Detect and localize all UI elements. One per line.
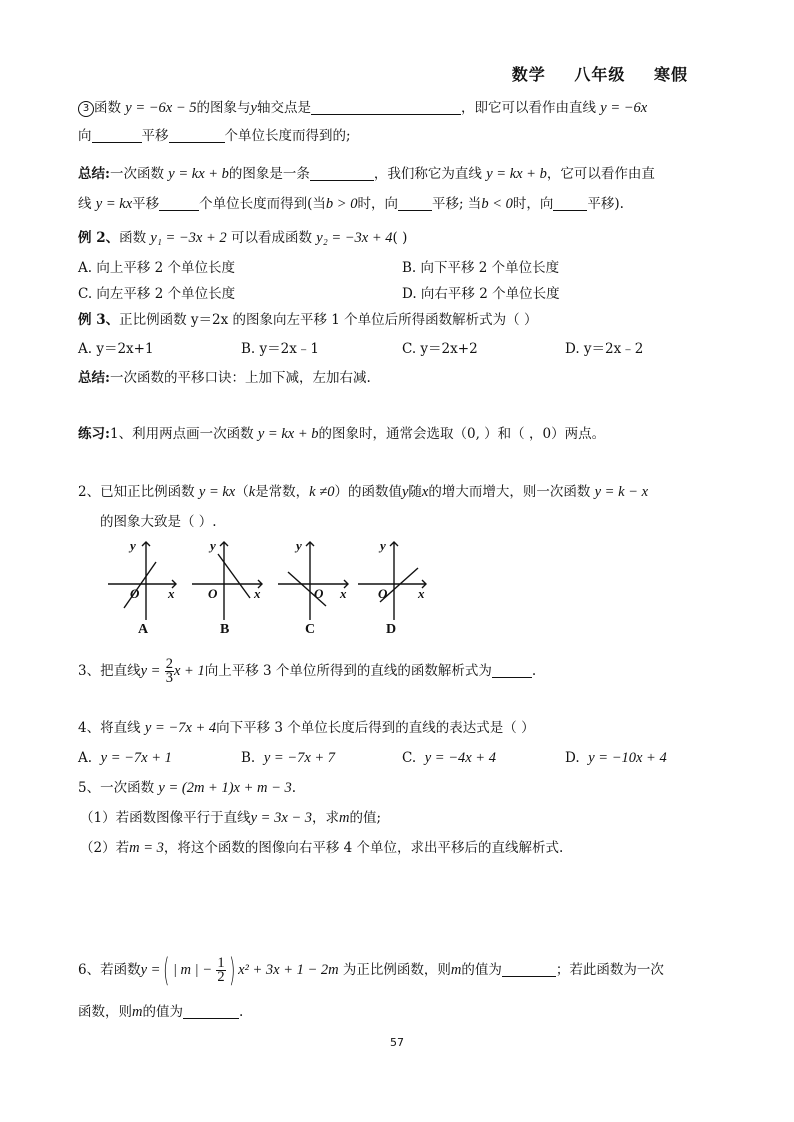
graph-d[interactable]	[358, 542, 426, 620]
q4-option-c[interactable]: C. y = −4x + 4	[402, 750, 496, 766]
fraction-two-thirds: $\frac{2}{3}$	[165, 656, 173, 686]
graph-a-x-label: x	[168, 586, 175, 601]
graph-b-origin: O	[208, 586, 218, 601]
q3-sub-line1: 3 函数 y = −6x − 5的图象与y轴交点是 ，即它可以看作由直线 y = −6x	[78, 98, 647, 118]
q3-sub-line2: 向 平移 个单位长度而得到的;	[78, 128, 351, 144]
q2-graphs	[100, 536, 430, 622]
q5-part1: （1）若函数图像平行于直线y = 3x − 3，求m的值;	[80, 810, 382, 826]
q2-line1: 2、已知正比例函数 y = kx（k是常数，k ≠0）的函数值y随x的增大而增大，则一次函数 y = k − x	[78, 484, 649, 500]
summary2: 总结:一次函数的平移口诀：上加下减，左加右减.	[78, 370, 371, 386]
graph-c-origin: O	[314, 586, 324, 601]
graph-a-label: A	[138, 622, 149, 637]
example2-option-a[interactable]: A. 向上平移 2 个单位长度	[78, 260, 236, 276]
q5-part2: （2）若m = 3，将这个函数的图像向右平移 4 个单位，求出平移后的直线解析式.	[80, 840, 564, 856]
q3: 3、把直线y = $\frac{2}{3}$ x + 1向上平移 3 个单位所得到的直线的函数解析式为 .	[78, 656, 537, 686]
q6-line2: 函数，则m的值为 .	[78, 1004, 244, 1020]
graph-a-y-label: y	[130, 538, 136, 553]
header-grade: 八年级	[574, 65, 626, 84]
example2-option-c[interactable]: C. 向左平移 2 个单位长度	[78, 286, 236, 302]
example3-option-b[interactable]: B. y＝2x﹣1	[241, 341, 319, 357]
graph-b[interactable]	[192, 542, 262, 620]
graph-a[interactable]	[108, 542, 176, 620]
q4-option-b[interactable]: B. y = −7x + 7	[241, 750, 336, 766]
q4-option-d[interactable]: D. y = −10x + 4	[565, 750, 667, 766]
example3-option-c[interactable]: C. y＝2x+2	[402, 341, 478, 357]
graph-b-y-label: y	[210, 538, 216, 553]
example2-option-b[interactable]: B. 向下平移 2 个单位长度	[402, 260, 560, 276]
graph-c-y-label: y	[296, 538, 302, 553]
answer-blank[interactable]	[492, 663, 532, 678]
graph-c-label: C	[305, 622, 316, 637]
graph-b-x-label: x	[254, 586, 261, 601]
header-subject: 数学	[511, 65, 546, 84]
practice1: 练习:1、利用两点画一次函数 y = kx + b的图象时，通常会选取（0, ）和（ ，0）两点。	[78, 426, 606, 442]
q2-line2: 的图象大致是（ ）.	[100, 514, 217, 530]
graph-d-label: D	[386, 622, 397, 637]
q4-stem: 4、将直线 y = −7x + 4向下平移 3 个单位长度后得到的直线的表达式是（ ）	[78, 720, 535, 736]
graph-c-x-label: x	[340, 586, 347, 601]
q6-line1: 6、若函数y =( | m | − $\frac{1}{2}$ ) x² + 3x + 1 − 2m 为正比例函数，则m的值为 ；若此函数为一次	[78, 951, 664, 989]
example2-option-d[interactable]: D. 向右平移 2 个单位长度	[402, 286, 560, 302]
page-number: 57	[390, 1036, 404, 1049]
graph-b-label: B	[220, 622, 230, 637]
answer-blank[interactable]	[553, 196, 587, 211]
header-term: 寒假	[653, 65, 688, 84]
page-header	[490, 62, 688, 85]
answer-blank[interactable]	[398, 196, 432, 211]
example3-option-a[interactable]: A. y＝2x+1	[78, 341, 154, 357]
answer-blank[interactable]	[502, 962, 556, 977]
answer-blank[interactable]	[311, 100, 461, 115]
circled-number: 3	[78, 101, 94, 117]
q5-stem: 5、一次函数 y = (2m + 1)x + m − 3.	[78, 780, 297, 796]
q4-option-a[interactable]: A. y = −7x + 1	[78, 750, 172, 766]
example2-stem: 例 2、函数 y₁ = −3x + 2 可以看成函数 y₂ = −3x + 4( )	[78, 230, 408, 246]
answer-blank[interactable]	[169, 128, 225, 143]
answer-blank[interactable]	[183, 1004, 239, 1019]
graph-a-origin: O	[130, 586, 140, 601]
summary1-line2: 线 y = kx平移 个单位长度而得到(当b > 0时，向 平移; 当b < 0时，向 平移).	[78, 196, 624, 212]
graph-d-origin: O	[378, 586, 388, 601]
graph-d-y-label: y	[380, 538, 386, 553]
example3-option-d[interactable]: D. y＝2x﹣2	[565, 341, 644, 357]
answer-blank[interactable]	[92, 128, 142, 143]
summary1-line1: 总结:一次函数 y = kx + b的图象是一条 ，我们称它为直线 y = kx + b，它可以看作由直	[78, 166, 655, 182]
answer-blank[interactable]	[310, 166, 374, 181]
example3-stem: 例 3、正比例函数 y＝2x 的图象向左平移 1 个单位后所得函数解析式为（ ）	[78, 312, 538, 328]
answer-blank[interactable]	[159, 196, 199, 211]
graph-c[interactable]	[278, 542, 348, 620]
fraction-one-half: $\frac{1}{2}$	[217, 955, 225, 985]
graph-d-x-label: x	[418, 586, 425, 601]
graph-b-line	[218, 554, 250, 598]
graph-a-line	[124, 562, 156, 608]
